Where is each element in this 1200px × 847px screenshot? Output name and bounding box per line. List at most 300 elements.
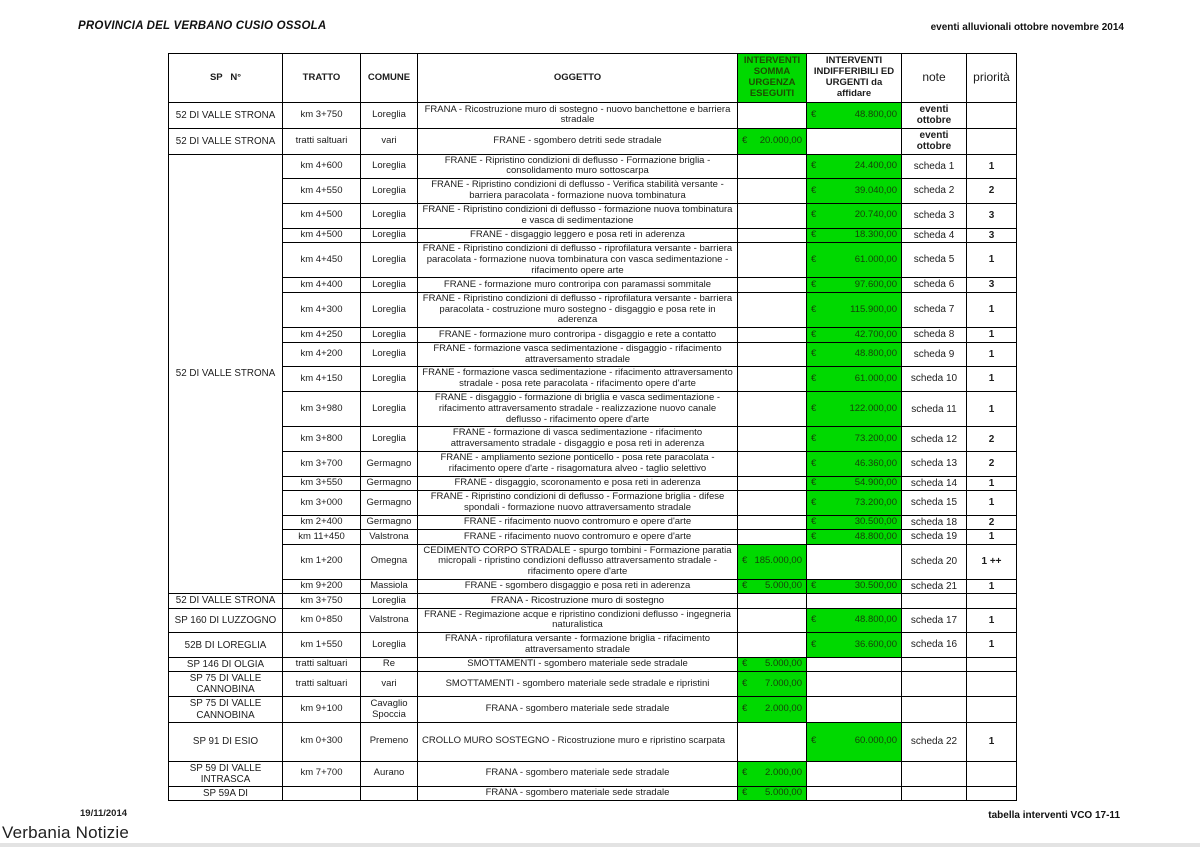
footer-doc-ref: tabella interventi VCO 17-11 xyxy=(988,810,1120,821)
sp-cell: SP 91 DI ESIO xyxy=(169,722,283,761)
amount-value: 18.300,00 xyxy=(854,228,897,240)
priorita-cell: 1 xyxy=(967,608,1017,633)
note-cell xyxy=(902,594,967,608)
note-cell: eventi ottobre xyxy=(902,128,967,154)
table-row xyxy=(169,580,1017,594)
indifferibili-cell xyxy=(807,452,902,477)
table-row xyxy=(169,787,1017,801)
note-cell: scheda 4 xyxy=(902,228,967,242)
amount-value: 73.200,00 xyxy=(854,432,897,444)
amount-value: 39.040,00 xyxy=(854,184,897,196)
table-row xyxy=(169,594,1017,608)
comune-cell: Loreglia xyxy=(361,278,418,292)
priorita-cell: 1 xyxy=(967,491,1017,516)
tratto-cell: km 0+850 xyxy=(283,608,361,633)
amount-value: 30.500,00 xyxy=(854,516,897,528)
somma-urgenza-cell xyxy=(738,391,807,426)
amount-value: 115.900,00 xyxy=(850,303,897,315)
note-cell: scheda 5 xyxy=(902,242,967,277)
note-cell: scheda 10 xyxy=(902,367,967,392)
oggetto-cell: SMOTTAMENTI - sgombero materiale sede stradale e ripristini xyxy=(418,672,738,697)
currency-symbol: € xyxy=(742,767,748,779)
comune-cell: Loreglia xyxy=(361,292,418,327)
amount-value: 60.000,00 xyxy=(854,735,897,747)
note-cell: scheda 13 xyxy=(902,452,967,477)
indifferibili-cell xyxy=(807,491,902,516)
amount-value: 42.700,00 xyxy=(854,328,897,340)
oggetto-cell: FRANE - Ripristino condizioni di deflusso - riprofilatura versante - barriera paracolata - formazione nuova tombinatura con vasca sedimentazione - rifacimento opere arte xyxy=(418,242,738,277)
tratto-cell: km 0+300 xyxy=(283,722,361,761)
indifferibili-cell xyxy=(807,544,902,579)
oggetto-cell: FRANA - Ricostruzione muro di sostegno xyxy=(418,594,738,608)
oggetto-cell: FRANE - rifacimento nuovo contromuro e opere d'arte xyxy=(418,515,738,529)
oggetto-cell: FRANE - formazione muro controripa con paramassi sommitale xyxy=(418,278,738,292)
priorita-cell: 3 xyxy=(967,278,1017,292)
amount-value: 73.200,00 xyxy=(854,496,897,508)
comune-cell: Germagno xyxy=(361,452,418,477)
somma-urgenza-cell xyxy=(738,278,807,292)
currency-symbol: € xyxy=(811,328,817,340)
currency-symbol: € xyxy=(811,159,817,171)
sp-cell: 52 DI VALLE STRONA xyxy=(169,103,283,129)
table-row xyxy=(169,491,1017,516)
tratto-cell: km 1+550 xyxy=(283,633,361,658)
somma-urgenza-cell xyxy=(738,103,807,129)
oggetto-cell: FRANE - Ripristino condizioni di deflusso - formazione nuova tombinatura e vasca di sedimentazione xyxy=(418,203,738,228)
indifferibili-cell xyxy=(807,328,902,342)
priorita-cell: 1 xyxy=(967,154,1017,179)
currency-symbol: € xyxy=(811,209,817,221)
comune-cell: Valstrona xyxy=(361,608,418,633)
note-cell: scheda 14 xyxy=(902,476,967,490)
note-cell: scheda 6 xyxy=(902,278,967,292)
indifferibili-cell xyxy=(807,530,902,544)
currency-symbol: € xyxy=(811,278,817,290)
tratto-cell: tratti saltuari xyxy=(283,128,361,154)
priorita-cell: 1 xyxy=(967,633,1017,658)
interventi-table-container xyxy=(168,53,1020,800)
note-cell: scheda 19 xyxy=(902,530,967,544)
priorita-cell: 3 xyxy=(967,228,1017,242)
currency-symbol: € xyxy=(742,555,748,567)
interventi-tbody xyxy=(169,103,1017,801)
indifferibili-cell xyxy=(807,427,902,452)
comune-cell: Omegna xyxy=(361,544,418,579)
somma-urgenza-cell xyxy=(738,328,807,342)
oggetto-cell: FRANE - sgombero detriti sede stradale xyxy=(418,128,738,154)
oggetto-cell: FRANE - formazione muro controripa - disgaggio e rete a contatto xyxy=(418,328,738,342)
oggetto-cell: FRANA - riprofilatura versante - formazione briglia - rifacimento attraversamento stradale xyxy=(418,633,738,658)
somma-urgenza-cell xyxy=(738,242,807,277)
amount-value: 36.600,00 xyxy=(854,638,897,650)
currency-symbol: € xyxy=(811,303,817,315)
somma-urgenza-cell xyxy=(738,761,807,786)
indifferibili-cell xyxy=(807,761,902,786)
currency-symbol: € xyxy=(742,703,748,715)
table-row xyxy=(169,697,1017,722)
tratto-cell: km 3+700 xyxy=(283,452,361,477)
indifferibili-cell xyxy=(807,292,902,327)
indifferibili-cell xyxy=(807,787,902,801)
note-cell xyxy=(902,787,967,801)
oggetto-cell: FRANE - Regimazione acque e ripristino condizioni deflusso - ingegneria naturalistica xyxy=(418,608,738,633)
comune-cell: Loreglia xyxy=(361,367,418,392)
indifferibili-cell xyxy=(807,657,902,671)
priorita-cell xyxy=(967,657,1017,671)
priorita-cell: 1 xyxy=(967,342,1017,367)
sp-cell: 52B DI LOREGLIA xyxy=(169,633,283,658)
comune-cell: Loreglia xyxy=(361,342,418,367)
sp-cell: SP 59 DI VALLE INTRASCA xyxy=(169,761,283,786)
tratto-cell: km 4+500 xyxy=(283,228,361,242)
table-row xyxy=(169,128,1017,154)
oggetto-cell: FRANE - disgaggio, scoronamento e posa reti in aderenza xyxy=(418,476,738,490)
table-row xyxy=(169,672,1017,697)
note-cell: scheda 7 xyxy=(902,292,967,327)
somma-urgenza-cell xyxy=(738,476,807,490)
priorita-cell: 1 xyxy=(967,242,1017,277)
somma-urgenza-cell xyxy=(738,203,807,228)
somma-urgenza-cell xyxy=(738,608,807,633)
comune-cell: Massiola xyxy=(361,580,418,594)
indifferibili-cell xyxy=(807,580,902,594)
comune-cell: Loreglia xyxy=(361,633,418,658)
currency-symbol: € xyxy=(811,253,817,265)
oggetto-cell: SMOTTAMENTI - sgombero materiale sede stradale xyxy=(418,657,738,671)
note-cell: scheda 20 xyxy=(902,544,967,579)
oggetto-cell: FRANE - formazione vasca sedimentazione - disgaggio - rifacimento attraversamento stradale xyxy=(418,342,738,367)
tratto-cell: km 1+200 xyxy=(283,544,361,579)
somma-urgenza-cell xyxy=(738,697,807,722)
priorita-cell: 1 xyxy=(967,367,1017,392)
comune-cell: Aurano xyxy=(361,761,418,786)
amount-value: 5.000,00 xyxy=(765,787,802,799)
tratto-cell: km 2+400 xyxy=(283,515,361,529)
note-cell: scheda 11 xyxy=(902,391,967,426)
currency-symbol: € xyxy=(811,228,817,240)
comune-cell: Germagno xyxy=(361,491,418,516)
tratto-cell: km 3+750 xyxy=(283,103,361,129)
comune-cell: Loreglia xyxy=(361,103,418,129)
note-cell: eventi ottobre xyxy=(902,103,967,129)
note-cell: scheda 16 xyxy=(902,633,967,658)
note-cell xyxy=(902,697,967,722)
table-row xyxy=(169,657,1017,671)
priorita-cell xyxy=(967,787,1017,801)
priorita-cell: 2 xyxy=(967,427,1017,452)
table-row xyxy=(169,179,1017,204)
priorita-cell: 1 xyxy=(967,328,1017,342)
table-row xyxy=(169,761,1017,786)
tratto-cell: km 11+450 xyxy=(283,530,361,544)
note-cell: scheda 12 xyxy=(902,427,967,452)
sp-cell: SP 160 DI LUZZOGNO xyxy=(169,608,283,633)
column-header-somma-urgenza: INTERVENTI SOMMA URGENZA ESEGUITI xyxy=(738,54,807,103)
comune-cell: Loreglia xyxy=(361,242,418,277)
table-row xyxy=(169,544,1017,579)
currency-symbol: € xyxy=(811,477,817,489)
priorita-cell: 1 ++ xyxy=(967,544,1017,579)
table-row xyxy=(169,515,1017,529)
sp-cell: 52 DI VALLE STRONA xyxy=(169,128,283,154)
footer-date: 19/11/2014 xyxy=(80,808,128,819)
amount-value: 97.600,00 xyxy=(854,278,897,290)
tratto-cell: km 4+600 xyxy=(283,154,361,179)
comune-cell: Loreglia xyxy=(361,228,418,242)
tratto-cell: km 3+550 xyxy=(283,476,361,490)
sp-cell: SP 59A DI xyxy=(169,787,283,801)
currency-symbol: € xyxy=(811,614,817,626)
comune-cell: Loreglia xyxy=(361,391,418,426)
somma-urgenza-cell xyxy=(738,367,807,392)
currency-symbol: € xyxy=(811,372,817,384)
indifferibili-cell xyxy=(807,103,902,129)
comune-cell: Germagno xyxy=(361,515,418,529)
page-subtitle: eventi alluvionali ottobre novembre 2014 xyxy=(930,22,1124,33)
column-header-sp: SP N° xyxy=(169,54,283,103)
table-row xyxy=(169,633,1017,658)
currency-symbol: € xyxy=(811,516,817,528)
tratto-cell xyxy=(283,787,361,801)
table-header-row xyxy=(169,54,1017,103)
oggetto-cell: FRANA - sgombero materiale sede stradale xyxy=(418,697,738,722)
note-cell: scheda 17 xyxy=(902,608,967,633)
indifferibili-cell xyxy=(807,203,902,228)
sp-cell: SP 75 DI VALLE CANNOBINA xyxy=(169,672,283,697)
indifferibili-cell xyxy=(807,391,902,426)
column-header-comune: COMUNE xyxy=(361,54,418,103)
somma-urgenza-cell xyxy=(738,722,807,761)
note-cell: scheda 15 xyxy=(902,491,967,516)
currency-symbol: € xyxy=(811,496,817,508)
somma-urgenza-cell xyxy=(738,672,807,697)
tratto-cell: km 3+750 xyxy=(283,594,361,608)
amount-value: 24.400,00 xyxy=(854,159,897,171)
indifferibili-cell xyxy=(807,342,902,367)
comune-cell xyxy=(361,787,418,801)
amount-value: 2.000,00 xyxy=(765,767,802,779)
indifferibili-cell xyxy=(807,242,902,277)
currency-symbol: € xyxy=(811,530,817,542)
tratto-cell: km 4+250 xyxy=(283,328,361,342)
priorita-cell: 1 xyxy=(967,391,1017,426)
table-row xyxy=(169,103,1017,129)
amount-value: 61.000,00 xyxy=(854,253,897,265)
amount-value: 20.000,00 xyxy=(759,134,802,146)
priorita-cell xyxy=(967,128,1017,154)
priorita-cell: 2 xyxy=(967,515,1017,529)
comune-cell: Loreglia xyxy=(361,594,418,608)
oggetto-cell: CROLLO MURO SOSTEGNO - Ricostruzione muro e ripristino scarpata xyxy=(418,722,738,761)
currency-symbol: € xyxy=(811,184,817,196)
priorita-cell xyxy=(967,672,1017,697)
currency-symbol: € xyxy=(742,134,748,146)
indifferibili-cell xyxy=(807,594,902,608)
oggetto-cell: FRANE - disgaggio leggero e posa reti in aderenza xyxy=(418,228,738,242)
indifferibili-cell xyxy=(807,633,902,658)
table-row xyxy=(169,476,1017,490)
somma-urgenza-cell xyxy=(738,228,807,242)
currency-symbol: € xyxy=(811,432,817,444)
oggetto-cell: FRANE - Ripristino condizioni di deflusso - riprofilatura versante - barriera paracolata - costruzione muro sostegno - disgaggio e posa rete in aderenza xyxy=(418,292,738,327)
priorita-cell xyxy=(967,697,1017,722)
currency-symbol: € xyxy=(742,658,748,670)
tratto-cell: km 3+000 xyxy=(283,491,361,516)
somma-urgenza-cell xyxy=(738,530,807,544)
amount-value: 7.000,00 xyxy=(765,677,802,689)
amount-value: 5.000,00 xyxy=(765,658,802,670)
oggetto-cell: FRANE - ampliamento sezione ponticello - posa rete paracolata - rifacimento opere d'arte - risagomatura alveo - taglio selettivo xyxy=(418,452,738,477)
somma-urgenza-cell xyxy=(738,580,807,594)
somma-urgenza-cell xyxy=(738,491,807,516)
indifferibili-cell xyxy=(807,697,902,722)
comune-cell: Premeno xyxy=(361,722,418,761)
amount-value: 48.800,00 xyxy=(854,348,897,360)
tratto-cell: km 9+100 xyxy=(283,697,361,722)
interventi-table xyxy=(168,53,1017,801)
somma-urgenza-cell xyxy=(738,452,807,477)
indifferibili-cell xyxy=(807,476,902,490)
currency-symbol: € xyxy=(742,677,748,689)
somma-urgenza-cell xyxy=(738,594,807,608)
somma-urgenza-cell xyxy=(738,633,807,658)
comune-cell: Loreglia xyxy=(361,203,418,228)
tratto-cell: tratti saltuari xyxy=(283,672,361,697)
tratto-cell: km 3+980 xyxy=(283,391,361,426)
watermark-site-name: Verbania Notizie xyxy=(2,823,129,842)
column-header-tratto: TRATTO xyxy=(283,54,361,103)
oggetto-cell: FRANA - sgombero materiale sede stradale xyxy=(418,787,738,801)
page-title: PROVINCIA DEL VERBANO CUSIO OSSOLA xyxy=(78,20,327,32)
somma-urgenza-cell xyxy=(738,342,807,367)
indifferibili-cell xyxy=(807,228,902,242)
indifferibili-cell xyxy=(807,179,902,204)
table-row xyxy=(169,367,1017,392)
priorita-cell: 1 xyxy=(967,580,1017,594)
indifferibili-cell xyxy=(807,128,902,154)
currency-symbol: € xyxy=(811,638,817,650)
oggetto-cell: FRANE - formazione vasca sedimentazione - rifacimento attraversamento stradale - posa rete paracolata - rifacimento opere d'arte xyxy=(418,367,738,392)
amount-value: 54.900,00 xyxy=(854,477,897,489)
somma-urgenza-cell xyxy=(738,154,807,179)
currency-symbol: € xyxy=(811,580,817,592)
amount-value: 30.500,00 xyxy=(854,580,897,592)
priorita-cell: 2 xyxy=(967,452,1017,477)
somma-urgenza-cell xyxy=(738,292,807,327)
somma-urgenza-cell xyxy=(738,787,807,801)
currency-symbol: € xyxy=(811,108,817,120)
tratto-cell: km 7+700 xyxy=(283,761,361,786)
comune-cell: Loreglia xyxy=(361,154,418,179)
amount-value: 20.740,00 xyxy=(854,209,897,221)
table-row xyxy=(169,228,1017,242)
priorita-cell: 3 xyxy=(967,203,1017,228)
column-header-note: note xyxy=(902,54,967,103)
table-row xyxy=(169,342,1017,367)
comune-cell: Valstrona xyxy=(361,530,418,544)
priorita-cell xyxy=(967,761,1017,786)
table-row xyxy=(169,278,1017,292)
amount-value: 185.000,00 xyxy=(754,555,802,567)
comune-cell: vari xyxy=(361,128,418,154)
comune-cell: Cavaglio Spoccia xyxy=(361,697,418,722)
column-header-priorita: priorità xyxy=(967,54,1017,103)
note-cell: scheda 8 xyxy=(902,328,967,342)
priorita-cell: 1 xyxy=(967,292,1017,327)
table-row xyxy=(169,722,1017,761)
oggetto-cell: FRANA - sgombero materiale sede stradale xyxy=(418,761,738,786)
note-cell xyxy=(902,761,967,786)
table-row xyxy=(169,154,1017,179)
note-cell: scheda 22 xyxy=(902,722,967,761)
note-cell xyxy=(902,672,967,697)
priorita-cell: 2 xyxy=(967,179,1017,204)
bottom-bar-divider xyxy=(0,843,1200,847)
tratto-cell: km 3+800 xyxy=(283,427,361,452)
currency-symbol: € xyxy=(811,457,817,469)
note-cell xyxy=(902,657,967,671)
tratto-cell: km 4+200 xyxy=(283,342,361,367)
amount-value: 46.360,00 xyxy=(854,457,897,469)
priorita-cell xyxy=(967,103,1017,129)
currency-symbol: € xyxy=(811,348,817,360)
sp-cell: 52 DI VALLE STRONA xyxy=(169,594,283,608)
somma-urgenza-cell xyxy=(738,657,807,671)
somma-urgenza-cell xyxy=(738,427,807,452)
note-cell: scheda 21 xyxy=(902,580,967,594)
tratto-cell: km 4+300 xyxy=(283,292,361,327)
table-row xyxy=(169,530,1017,544)
currency-symbol: € xyxy=(742,787,748,799)
indifferibili-cell xyxy=(807,154,902,179)
amount-value: 48.800,00 xyxy=(854,530,897,542)
note-cell: scheda 2 xyxy=(902,179,967,204)
oggetto-cell: FRANE - sgombero disgaggio e posa reti in aderenza xyxy=(418,580,738,594)
priorita-cell: 1 xyxy=(967,722,1017,761)
tratto-cell: km 4+550 xyxy=(283,179,361,204)
currency-symbol: € xyxy=(742,580,748,592)
table-row xyxy=(169,452,1017,477)
table-row xyxy=(169,608,1017,633)
comune-cell: Loreglia xyxy=(361,427,418,452)
column-header-oggetto: OGGETTO xyxy=(418,54,738,103)
somma-urgenza-cell xyxy=(738,179,807,204)
indifferibili-cell xyxy=(807,515,902,529)
table-row xyxy=(169,427,1017,452)
somma-urgenza-cell xyxy=(738,544,807,579)
amount-value: 5.000,00 xyxy=(765,580,802,592)
somma-urgenza-cell xyxy=(738,128,807,154)
sp-cell: SP 146 DI OLGIA xyxy=(169,657,283,671)
table-row xyxy=(169,203,1017,228)
tratto-cell: km 4+150 xyxy=(283,367,361,392)
oggetto-cell: FRANE - Ripristino condizioni di deflusso - Verifica stabilità versante - barriera paracolata - formazione nuova tombinatura xyxy=(418,179,738,204)
comune-cell: Re xyxy=(361,657,418,671)
oggetto-cell: CEDIMENTO CORPO STRADALE - spurgo tombini - Formazione paratia micropali - ripristino condizioni deflusso attraversamento stradale - rifacimento opere d'arte xyxy=(418,544,738,579)
sp-cell: 52 DI VALLE STRONA xyxy=(169,154,283,594)
oggetto-cell: FRANA - Ricostruzione muro di sostegno - nuovo banchettone e barriera stradale xyxy=(418,103,738,129)
oggetto-cell: FRANE - rifacimento nuovo contromuro e opere d'arte xyxy=(418,530,738,544)
priorita-cell: 1 xyxy=(967,530,1017,544)
oggetto-cell: FRANE - Ripristino condizioni di deflusso - Formazione briglia - difese spondali - formazione nuovo attraversamento stradale xyxy=(418,491,738,516)
note-cell: scheda 1 xyxy=(902,154,967,179)
tratto-cell: km 4+400 xyxy=(283,278,361,292)
indifferibili-cell xyxy=(807,672,902,697)
table-row xyxy=(169,292,1017,327)
currency-symbol: € xyxy=(811,402,817,414)
note-cell: scheda 18 xyxy=(902,515,967,529)
amount-value: 2.000,00 xyxy=(765,703,802,715)
